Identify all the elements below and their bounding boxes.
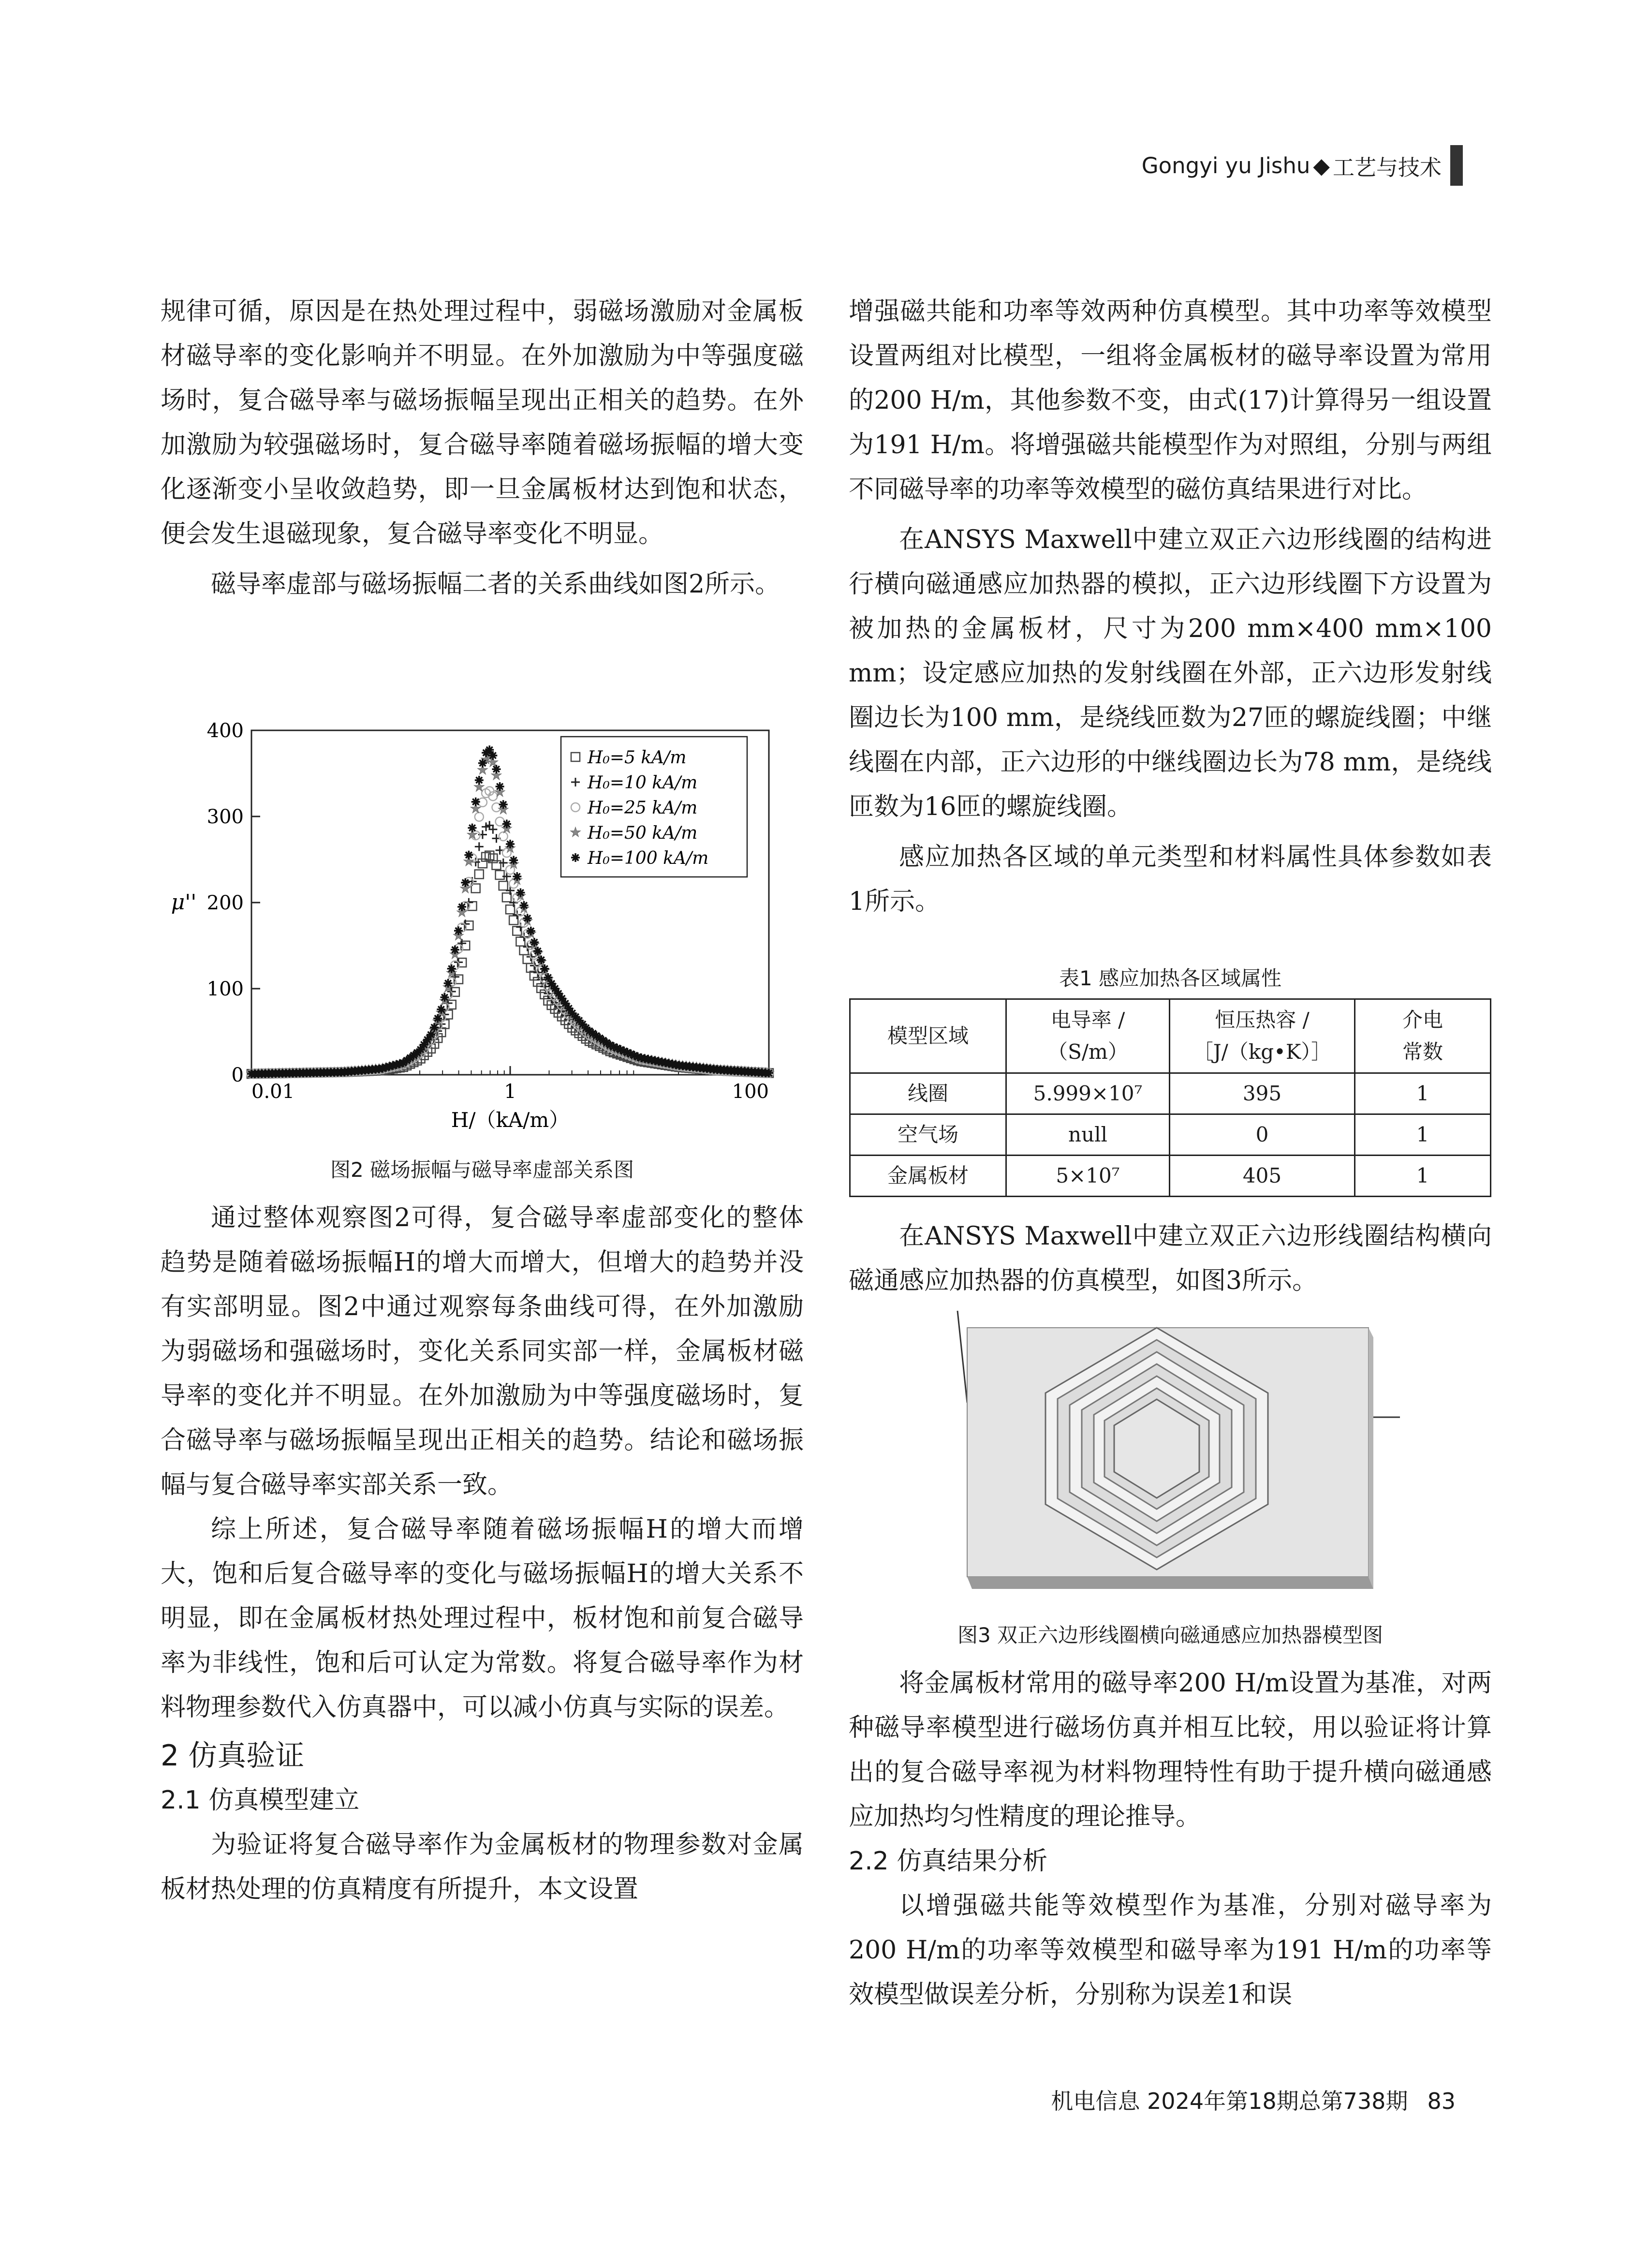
- figure-3-model: [948, 1306, 1407, 1601]
- data-point: [454, 926, 463, 935]
- table-1-title: 表1 感应加热各区域属性: [1059, 966, 1282, 990]
- x-tick-label: 0.01: [251, 1081, 295, 1103]
- right-paragraph-1: 增强磁共能和功率等效两种仿真模型。其中功率等效模型设置两组对比模型，一组将金属板材的磁导率设置为常用的200 H/m，其他参数不变，由式(17)计算得另一组设置为191 H/m。将增强磁共能模型作为对照组，分别与两组不同磁导率的功率等效模型的磁仿真结果进行对比。: [849, 297, 1492, 504]
- data-point: [461, 878, 470, 887]
- table-cell: 1: [1355, 1073, 1491, 1114]
- left-column-top: [161, 289, 804, 607]
- data-point: [523, 914, 532, 922]
- data-point: [468, 824, 477, 832]
- table-cell: 1: [1355, 1156, 1491, 1197]
- data-point: [457, 903, 466, 911]
- figure-2: [164, 721, 793, 1146]
- data-point: [530, 938, 539, 947]
- left-paragraph-5: 为验证将复合磁导率作为金属板材的物理参数对金属板材热处理的仿真精度有所提升，本文设置: [161, 1830, 804, 1904]
- right-paragraph-5: 将金属板材常用的磁导率200 H/m设置为基准，对两种磁导率模型进行磁场仿真并相互比较，用以验证将计算出的复合磁导率视为材料物理特性有助于提升横向磁通感应加热均匀性精度的理论推导。: [849, 1669, 1492, 1831]
- y-tick-label: 300: [206, 806, 244, 828]
- data-point: [571, 853, 580, 862]
- table-cell: 5×10⁷: [1006, 1156, 1170, 1197]
- header-separator: ◆: [1313, 152, 1330, 178]
- data-point: [499, 881, 508, 890]
- y-axis-label: μ'': [171, 890, 197, 915]
- data-point: [516, 889, 525, 897]
- header-section: 工艺与技术: [1332, 154, 1442, 180]
- table-cell: 0: [1170, 1114, 1355, 1156]
- data-point: [441, 993, 449, 1002]
- legend-label: H₀=5 kA/m: [588, 748, 687, 768]
- data-point: [471, 798, 480, 806]
- table-cell: 线圈: [850, 1073, 1006, 1114]
- data-point: [765, 1068, 773, 1077]
- table-cell: null: [1006, 1114, 1170, 1156]
- right-paragraph-2: 在ANSYS Maxwell中建立双正六边形线圈的结构进行横向磁通感应加热器的模拟，正六边形线圈下方设置为被加热的金属板材，尺寸为200 mm×400 mm×100 mm；设定感应加热的发射线圈在外部，正六边形发射线圈边长为100 mm，是绕线匝数为27匝的螺旋线圈；中继线圈在内部，正六边形的中继线圈边长为78 mm，是绕线匝数为16匝的螺旋线圈。: [849, 525, 1492, 821]
- x-tick-label: 100: [732, 1081, 769, 1103]
- x-tick-label: 1: [504, 1081, 516, 1103]
- legend-label: H₀=50 kA/m: [588, 823, 698, 843]
- data-point: [540, 964, 549, 973]
- left-paragraph-3: 通过整体观察图2可得，复合磁导率虚部变化的整体趋势是随着磁场振幅H的增大而增大，但增大的趋势并没有实部明显。图2中通过观察每条曲线可得，在外加激励为弱磁场和强磁场时，变化关系同实部一样，金属板材磁导率的变化并不明显。在外加激励为中等强度磁场时，复合磁导率与磁场振幅呈现出正相关的趋势。结论和磁场振幅与复合磁导率实部关系一致。: [161, 1203, 804, 1499]
- left-paragraph-1: 规律可循，原因是在热处理过程中，弱磁场激励对金属板材磁导率的变化影响并不明显。在外加激励为中等强度磁场时，复合磁导率与磁场振幅呈现出正相关的趋势。在外加激励为较强磁场时，复合磁导率随着磁场振幅的增大变化逐渐变小呈收敛趋势，即一旦金属板材达到饱和状态，便会发生退磁现象，复合磁导率变化不明显。: [161, 297, 804, 548]
- data-point: [533, 947, 542, 955]
- data-point: [492, 765, 501, 773]
- data-point: [520, 901, 529, 910]
- y-tick-label: 0: [231, 1064, 244, 1086]
- page-number: 83: [1427, 2088, 1456, 2114]
- right-column-bottom: [849, 1661, 1492, 2017]
- table-1: [849, 998, 1491, 1197]
- right-paragraph-6: 以增强磁共能等效模型作为基准，分别对磁导率为200 H/m的功率等效模型和磁导率为191 H/m的功率等效模型做误差分析，分别称为误差1和误: [849, 1891, 1492, 2009]
- data-point: [475, 870, 484, 878]
- legend-label: H₀=100 kA/m: [588, 848, 709, 868]
- footer-journal: 机电信息 2024年第18期总第738期: [1051, 2088, 1408, 2114]
- right-column-top: [849, 289, 1492, 924]
- table-header-cell: 恒压热容 / ［J/（kg•K）］: [1170, 999, 1355, 1073]
- data-point: [478, 759, 487, 768]
- data-point: [513, 872, 521, 881]
- section-heading-2: 2 仿真验证: [161, 1739, 305, 1773]
- data-point: [475, 813, 484, 821]
- table-cell: 1: [1355, 1114, 1491, 1156]
- table-header-cell: 介电 常数: [1355, 999, 1491, 1073]
- table-header-cell: 电导率 / （S/m）: [1006, 999, 1170, 1073]
- left-paragraph-2: 磁导率虚部与磁场振幅二者的关系曲线如图2所示。: [211, 570, 780, 599]
- table-row: [850, 1073, 1491, 1114]
- figure-3-caption: 图3 双正六边形线圈横向磁通感应加热器模型图: [957, 1623, 1384, 1647]
- data-point: [444, 979, 453, 988]
- data-point: [537, 956, 545, 964]
- running-header: [1142, 145, 1463, 186]
- left-paragraph-4: 综上所述，复合磁导率随着磁场振幅H的增大而增大，饱和后复合磁导率的变化与磁场振幅H的增大关系不明显，即在金属板材热处理过程中，板材饱和前复合磁导率为非线性，饱和后可认定为常数。将复合磁导率作为材料物理参数代入仿真器中，可以减小仿真与实际的误差。: [161, 1515, 804, 1722]
- table-cell: 空气场: [850, 1114, 1006, 1156]
- table-header-row: [850, 999, 1491, 1073]
- data-point: [464, 851, 473, 860]
- left-column-bottom: [161, 1196, 804, 1912]
- section-heading-2-1: 2.1 仿真模型建立: [161, 1786, 360, 1815]
- data-point: [506, 840, 515, 848]
- y-tick-label: 200: [206, 892, 244, 914]
- table-row: [850, 1156, 1491, 1197]
- legend-label: H₀=10 kA/m: [588, 773, 698, 793]
- header-bar: [1450, 145, 1463, 186]
- y-tick-label: 400: [206, 721, 244, 742]
- data-point: [496, 871, 504, 879]
- data-point: [433, 1014, 442, 1023]
- header-pinyin: Gongyi yu Jishu: [1141, 152, 1310, 178]
- data-point: [496, 782, 504, 791]
- data-point: [527, 927, 535, 935]
- figure-2-chart: [164, 721, 793, 1146]
- figure-3: [948, 1306, 1407, 1601]
- section-heading-2-2: 2.2 仿真结果分析: [849, 1847, 1048, 1876]
- table-cell: 金属板材: [850, 1156, 1006, 1197]
- data-point: [451, 946, 459, 954]
- figure-2-caption: 图2 磁场振幅与磁导率虚部关系图: [330, 1158, 634, 1182]
- legend-label: H₀=25 kA/m: [588, 798, 698, 818]
- series-1: [247, 851, 773, 1079]
- data-point: [437, 1005, 445, 1014]
- data-point: [509, 856, 518, 865]
- table-header-cell: 模型区域: [850, 999, 1006, 1073]
- y-tick-label: 100: [206, 978, 244, 1000]
- right-paragraph-3: 感应加热各区域的单元类型和材料属性具体参数如表1所示。: [849, 843, 1492, 916]
- page-footer: [1051, 2084, 1456, 2116]
- data-point: [475, 842, 484, 851]
- table-row: [850, 1114, 1491, 1156]
- table-cell: 395: [1170, 1073, 1355, 1114]
- right-paragraph-4: 在ANSYS Maxwell中建立双正六边形线圈结构横向磁通感应加热器的仿真模型，如图3所示。: [849, 1222, 1492, 1295]
- data-point: [499, 800, 508, 809]
- right-paragraph-4-block: [849, 1214, 1492, 1303]
- table-cell: 5.999×10⁷: [1006, 1073, 1170, 1114]
- x-axis-label: H/（kA/m）: [451, 1108, 570, 1132]
- data-point: [475, 776, 484, 785]
- data-point: [447, 964, 456, 973]
- table-cell: 405: [1170, 1156, 1355, 1197]
